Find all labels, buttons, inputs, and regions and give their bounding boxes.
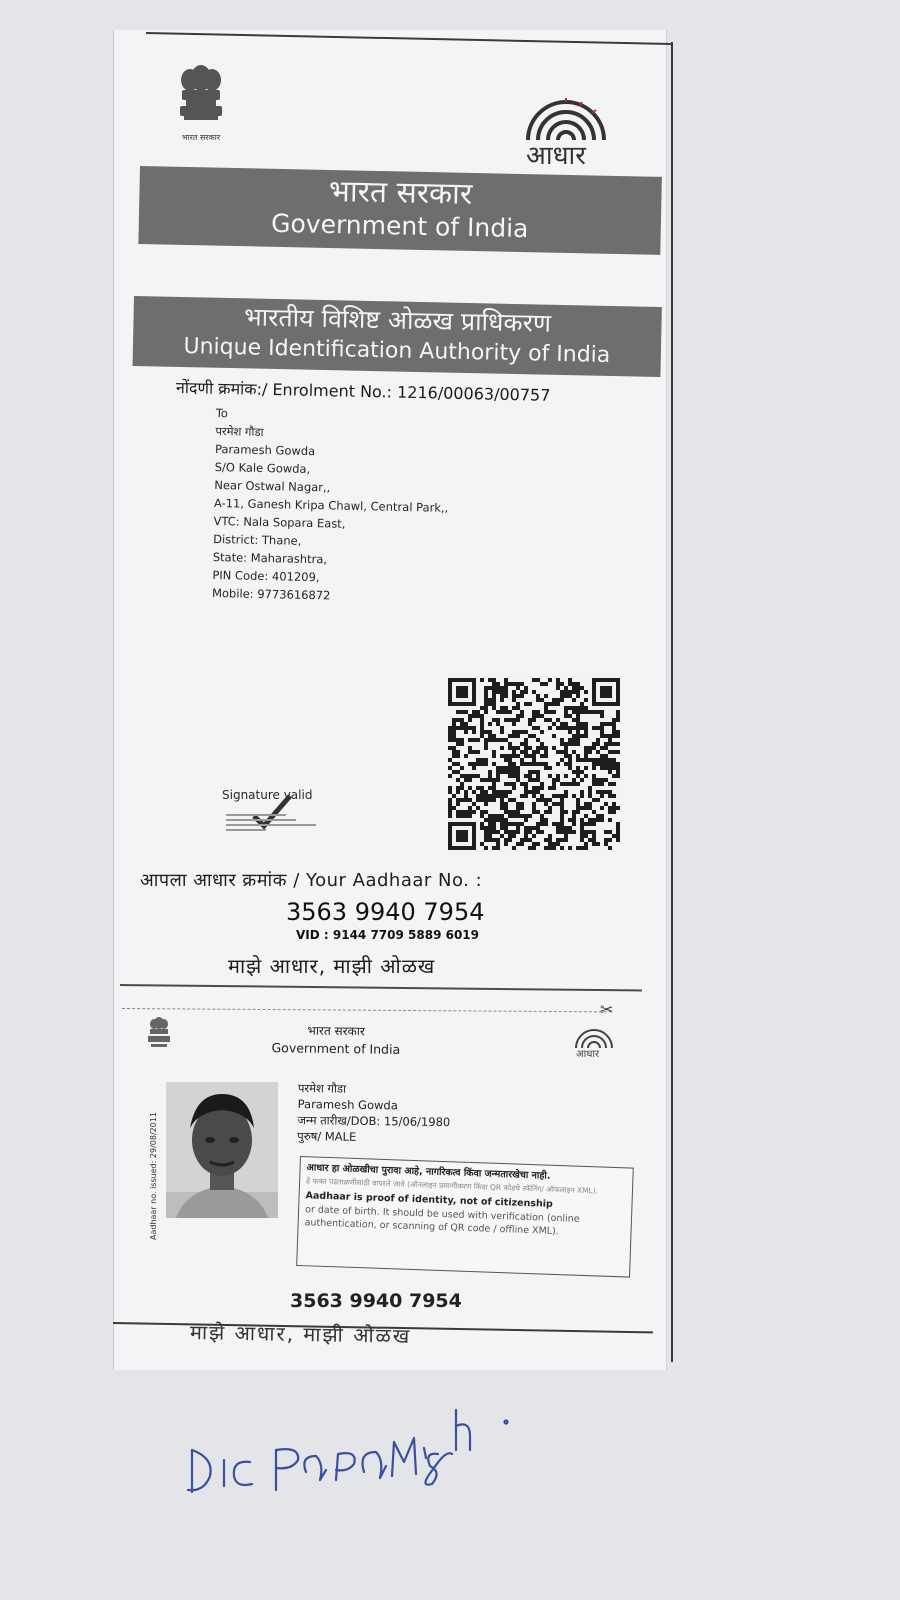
aadhaar-tagline: माझे आधार, माझी ओळख	[228, 954, 436, 978]
qr-code	[448, 678, 620, 850]
address-line: District: Thane,	[213, 531, 302, 548]
notice-english-bold: Aadhaar is proof of identity, not of citizenship	[305, 1190, 553, 1210]
address-line: परमेश गौडा	[215, 423, 264, 440]
issued-date-vertical: Aadhaar no. issued: 29/08/2011	[149, 1111, 158, 1240]
card-aadhaar-logo	[572, 1028, 622, 1062]
right-border-line	[671, 42, 673, 1362]
your-aadhaar-label: आपला आधार क्रमांक / Your Aadhaar No. :	[140, 870, 483, 891]
address-line: State: Maharashtra,	[212, 549, 328, 567]
holder-dob: जन्म तारीख/DOB: 15/06/1980	[297, 1112, 451, 1130]
gov-english-title: Government of India	[270, 208, 529, 244]
uidai-marathi-title: भारतीय विशिष्ट ओळख प्राधिकरण	[243, 302, 552, 338]
notice-english: or date of birth. It should be used with verification (online authentication, or scanning of QR code / offline XML).	[304, 1204, 580, 1238]
handwritten-note	[180, 1380, 520, 1500]
address-line: PIN Code: 401209,	[212, 567, 320, 585]
card-aadhaar-number: 3563 9940 7954	[290, 1290, 462, 1312]
scissors-icon: ✂	[600, 1000, 614, 1019]
card-tagline: माझे आधार, माझी ओळख	[189, 1320, 412, 1348]
signature-fine-print	[226, 812, 326, 834]
address-line: To	[215, 405, 229, 421]
card-government-title	[246, 1021, 426, 1060]
uidai-english-title: Unique Identification Authority of India	[183, 334, 611, 368]
emblem-caption: भारत सरकार	[181, 133, 221, 142]
address-line: Paramesh Gowda	[214, 441, 316, 459]
government-banner	[138, 166, 662, 255]
address-line: A-11, Ganesh Kripa Chawl, Central Park,,	[213, 495, 449, 515]
holder-name-english: Paramesh Gowda	[297, 1096, 398, 1113]
vid-number: VID : 9144 7709 5889 6019	[296, 928, 479, 942]
address-line: Near Ostwal Nagar,,	[214, 477, 331, 495]
notice-marathi: आधार हा ओळखीचा पुरावा आहे, नागरिकत्व किंवा जन्मतारखेचा नाही.	[306, 1162, 551, 1182]
enrolment-number: नोंदणी क्रमांक:/ Enrolment No.: 1216/00063/00757	[175, 378, 551, 405]
card-fingerprint-icon	[572, 1028, 616, 1048]
aadhaar-logo	[520, 96, 620, 176]
card-gov-hindi: भारत सरकार	[307, 1023, 365, 1039]
notice-marathi-small: हे फक्त पडताळणीसाठी वापरले जावे (ऑनलाइन प्रमाणीकरण किंवा QR कोडचे स्कॅनिंग/ ऑफलाइन XML).	[305, 1176, 599, 1196]
card-gov-english: Government of India	[271, 1040, 401, 1057]
gov-hindi-title: भारत सरकार	[328, 173, 473, 212]
holder-details	[297, 1080, 451, 1146]
address-line: Mobile: 9773616872	[211, 585, 331, 603]
address-block	[212, 404, 451, 607]
digital-signature	[222, 788, 372, 848]
address-line: VTC: Nala Sopara East,	[213, 513, 346, 531]
holder-name-hindi: परमेश गौडा	[297, 1080, 347, 1096]
address-line: S/O Kale Gowda,	[214, 459, 311, 476]
aadhaar-number: 3563 9940 7954	[286, 898, 485, 926]
card-logo-text: आधार	[576, 1049, 600, 1060]
card-emblem-icon	[144, 1016, 174, 1060]
aadhaar-logo-text: आधार	[526, 141, 586, 171]
identity-notice-box	[296, 1156, 634, 1278]
holder-gender: पुरुष/ MALE	[297, 1128, 357, 1144]
uidai-banner	[133, 296, 662, 377]
national-emblem-icon	[168, 62, 234, 154]
holder-photo	[166, 1082, 278, 1218]
signature-label: Signature valid	[222, 788, 313, 802]
